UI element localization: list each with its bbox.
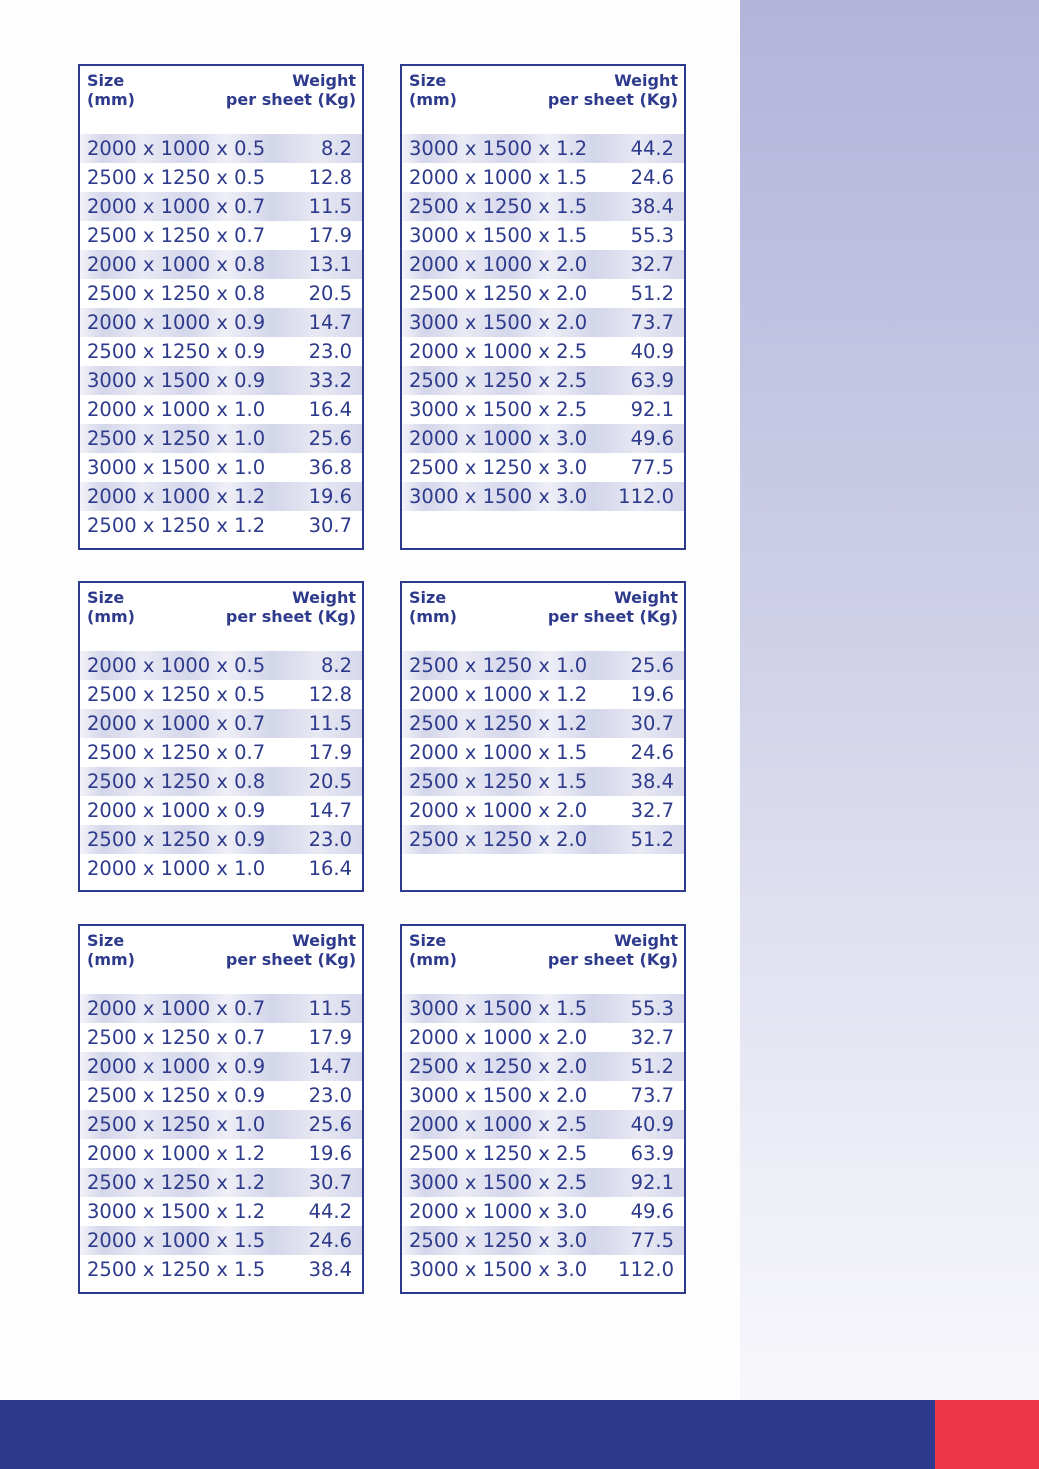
size-label: Size (409, 931, 447, 950)
sheet-size: 2000 x 1000 x 0.7 (87, 195, 266, 218)
table-row (80, 308, 362, 337)
table-row (402, 1023, 684, 1052)
table-row (80, 337, 362, 366)
weight-table-2 (400, 64, 686, 550)
table-row (80, 1197, 362, 1226)
table-row (402, 1255, 684, 1284)
weight-unit: per sheet (Kg) (225, 607, 356, 626)
sheet-size: 2000 x 1000 x 0.9 (87, 311, 266, 334)
sheet-weight: 32.7 (630, 799, 674, 822)
sheet-size: 2000 x 1000 x 2.0 (409, 253, 588, 276)
sheet-size: 2000 x 1000 x 0.9 (87, 799, 266, 822)
size-label: Size (409, 588, 447, 607)
sheet-size: 2000 x 1000 x 1.0 (87, 857, 266, 880)
sheet-weight: 8.2 (320, 654, 352, 677)
sheet-size: 2500 x 1250 x 2.0 (409, 1055, 588, 1078)
sheet-size: 2000 x 1000 x 1.5 (409, 166, 588, 189)
sheet-size: 2500 x 1250 x 0.9 (87, 340, 266, 363)
sheet-weight: 17.9 (308, 224, 352, 247)
table-row (80, 1255, 362, 1284)
table-row (80, 163, 362, 192)
table-row (80, 1226, 362, 1255)
weight-table-3 (78, 581, 364, 892)
size-label: Size (87, 71, 125, 90)
table-header (80, 583, 362, 651)
sheet-size: 2000 x 1000 x 0.7 (87, 997, 266, 1020)
weight-table-5 (78, 924, 364, 1294)
sheet-weight: 40.9 (630, 1113, 674, 1136)
sheet-weight: 44.2 (308, 1200, 352, 1223)
sheet-size: 2500 x 1250 x 1.0 (409, 654, 588, 677)
table-row (80, 651, 362, 680)
table-row (402, 767, 684, 796)
sheet-size: 2000 x 1000 x 1.0 (87, 398, 266, 421)
weight-label: Weight (292, 71, 356, 90)
weight-unit: per sheet (Kg) (225, 90, 356, 109)
sheet-weight: 55.3 (630, 224, 674, 247)
sheet-size: 2500 x 1250 x 0.5 (87, 683, 266, 706)
sheet-weight: 25.6 (308, 1113, 352, 1136)
weight-unit: per sheet (Kg) (547, 950, 678, 969)
sheet-size: 2500 x 1250 x 2.5 (409, 369, 588, 392)
table-row (402, 366, 684, 395)
sheet-weight: 38.4 (630, 195, 674, 218)
sheet-size: 2500 x 1250 x 2.5 (409, 1142, 588, 1165)
table-row (80, 453, 362, 482)
size-label: Size (409, 71, 447, 90)
sheet-weight: 63.9 (630, 1142, 674, 1165)
sheet-weight: 49.6 (630, 1200, 674, 1223)
weight-table-4 (400, 581, 686, 892)
sheet-size: 2500 x 1250 x 0.9 (87, 1084, 266, 1107)
sheet-weight: 32.7 (630, 1026, 674, 1049)
sheet-size: 2500 x 1250 x 0.7 (87, 1026, 266, 1049)
sheet-weight: 14.7 (308, 799, 352, 822)
weight-unit: per sheet (Kg) (547, 607, 678, 626)
sheet-weight: 77.5 (630, 456, 674, 479)
sheet-weight: 32.7 (630, 253, 674, 276)
table-header (80, 66, 362, 134)
table-row (402, 453, 684, 482)
size-column-header (409, 588, 457, 626)
weight-table-1 (78, 64, 364, 550)
sheet-weight: 38.4 (308, 1258, 352, 1281)
sheet-size: 2000 x 1000 x 0.5 (87, 137, 266, 160)
table-row (402, 424, 684, 453)
sheet-size: 2500 x 1250 x 1.5 (409, 195, 588, 218)
sheet-size: 3000 x 1500 x 1.5 (409, 997, 588, 1020)
sheet-size: 2500 x 1250 x 1.2 (87, 514, 266, 537)
table-row (402, 192, 684, 221)
table-row (402, 1052, 684, 1081)
size-column-header (87, 931, 135, 969)
table-row (402, 395, 684, 424)
table-row (402, 1197, 684, 1226)
table-row (80, 511, 362, 540)
sheet-size: 3000 x 1500 x 2.5 (409, 1171, 588, 1194)
sheet-size: 2500 x 1250 x 1.5 (409, 770, 588, 793)
size-unit: (mm) (87, 950, 135, 969)
sheet-weight: 13.1 (308, 253, 352, 276)
table-row (402, 680, 684, 709)
sheet-size: 2000 x 1000 x 0.5 (87, 654, 266, 677)
size-column-header (87, 71, 135, 109)
sheet-size: 2500 x 1250 x 1.0 (87, 427, 266, 450)
sheet-weight: 40.9 (630, 340, 674, 363)
side-gradient-panel (740, 0, 1039, 1400)
sheet-size: 3000 x 1500 x 1.0 (87, 456, 266, 479)
sheet-size: 2000 x 1000 x 1.5 (87, 1229, 266, 1252)
sheet-size: 2000 x 1000 x 0.7 (87, 712, 266, 735)
sheet-weight: 51.2 (630, 828, 674, 851)
sheet-weight: 30.7 (308, 1171, 352, 1194)
sheet-weight: 14.7 (308, 1055, 352, 1078)
sheet-weight: 25.6 (308, 427, 352, 450)
sheet-weight: 14.7 (308, 311, 352, 334)
table-row (402, 1081, 684, 1110)
sheet-size: 2000 x 1000 x 2.0 (409, 1026, 588, 1049)
size-unit: (mm) (87, 607, 135, 626)
sheet-size: 2000 x 1000 x 0.9 (87, 1055, 266, 1078)
size-unit: (mm) (87, 90, 135, 109)
sheet-weight: 24.6 (630, 741, 674, 764)
sheet-size: 3000 x 1500 x 1.5 (409, 224, 588, 247)
table-row (402, 134, 684, 163)
sheet-size: 2000 x 1000 x 0.8 (87, 253, 266, 276)
table-row (80, 366, 362, 395)
sheet-weight: 30.7 (630, 712, 674, 735)
sheet-size: 2500 x 1250 x 0.5 (87, 166, 266, 189)
table-row (402, 1110, 684, 1139)
sheet-size: 3000 x 1500 x 0.9 (87, 369, 266, 392)
sheet-size: 2500 x 1250 x 2.0 (409, 828, 588, 851)
table-header (402, 926, 684, 994)
table-row (80, 221, 362, 250)
sheet-size: 2500 x 1250 x 0.8 (87, 282, 266, 305)
sheet-size: 2500 x 1250 x 1.2 (87, 1171, 266, 1194)
sheet-weight: 11.5 (308, 195, 352, 218)
weight-column-header (548, 588, 678, 626)
size-column-header (409, 71, 457, 109)
table-header (402, 66, 684, 134)
table-row (402, 825, 684, 854)
sheet-weight: 55.3 (630, 997, 674, 1020)
sheet-weight: 11.5 (308, 712, 352, 735)
sheet-weight: 19.6 (630, 683, 674, 706)
sheet-size: 2500 x 1250 x 3.0 (409, 456, 588, 479)
sheet-weight: 17.9 (308, 741, 352, 764)
sheet-weight: 92.1 (630, 398, 674, 421)
size-unit: (mm) (409, 950, 457, 969)
table-row (402, 1168, 684, 1197)
sheet-size: 3000 x 1500 x 1.2 (87, 1200, 266, 1223)
sheet-size: 3000 x 1500 x 2.5 (409, 398, 588, 421)
weight-unit: per sheet (Kg) (225, 950, 356, 969)
sheet-size: 2000 x 1000 x 3.0 (409, 427, 588, 450)
sheet-size: 2500 x 1250 x 1.2 (409, 712, 588, 735)
table-row (402, 337, 684, 366)
sheet-weight: 73.7 (630, 1084, 674, 1107)
table-header (402, 583, 684, 651)
table-row (402, 482, 684, 511)
table-row (80, 134, 362, 163)
table-row (80, 192, 362, 221)
weight-column-header (226, 931, 356, 969)
sheet-weight: 36.8 (308, 456, 352, 479)
table-row (80, 395, 362, 424)
sheet-size: 2500 x 1250 x 0.8 (87, 770, 266, 793)
sheet-weight: 25.6 (630, 654, 674, 677)
table-row (402, 221, 684, 250)
size-column-header (409, 931, 457, 969)
table-row (80, 279, 362, 308)
sheet-size: 3000 x 1500 x 3.0 (409, 485, 588, 508)
sheet-weight: 24.6 (308, 1229, 352, 1252)
table-row (80, 709, 362, 738)
sheet-weight: 112.0 (618, 1258, 674, 1281)
sheet-weight: 77.5 (630, 1229, 674, 1252)
weight-label: Weight (292, 588, 356, 607)
table-row (80, 482, 362, 511)
sheet-size: 2500 x 1250 x 0.9 (87, 828, 266, 851)
sheet-weight: 23.0 (308, 1084, 352, 1107)
sheet-weight: 33.2 (308, 369, 352, 392)
sheet-weight: 51.2 (630, 282, 674, 305)
sheet-size: 2000 x 1000 x 2.0 (409, 799, 588, 822)
sheet-size: 2500 x 1250 x 3.0 (409, 1229, 588, 1252)
table-row (402, 796, 684, 825)
table-row (80, 854, 362, 883)
sheet-size: 2000 x 1000 x 1.2 (87, 1142, 266, 1165)
sheet-size: 2000 x 1000 x 1.2 (87, 485, 266, 508)
sheet-size: 2500 x 1250 x 1.0 (87, 1113, 266, 1136)
table-row (80, 424, 362, 453)
sheet-size: 2500 x 1250 x 0.7 (87, 741, 266, 764)
sheet-size: 2000 x 1000 x 3.0 (409, 1200, 588, 1223)
sheet-weight: 12.8 (308, 166, 352, 189)
sheet-weight: 44.2 (630, 137, 674, 160)
size-unit: (mm) (409, 607, 457, 626)
sheet-weight: 11.5 (308, 997, 352, 1020)
table-row (80, 994, 362, 1023)
weight-table-6 (400, 924, 686, 1294)
table-row (80, 825, 362, 854)
sheet-weight: 24.6 (630, 166, 674, 189)
sheet-weight: 20.5 (308, 770, 352, 793)
sheet-size: 2500 x 1250 x 2.0 (409, 282, 588, 305)
table-row (80, 1110, 362, 1139)
sheet-weight: 30.7 (308, 514, 352, 537)
table-row (80, 1052, 362, 1081)
sheet-weight: 49.6 (630, 427, 674, 450)
table-row (402, 709, 684, 738)
size-label: Size (87, 931, 125, 950)
table-row (402, 1226, 684, 1255)
weight-unit: per sheet (Kg) (547, 90, 678, 109)
sheet-weight: 20.5 (308, 282, 352, 305)
table-row (402, 279, 684, 308)
size-column-header (87, 588, 135, 626)
table-row (80, 738, 362, 767)
sheet-size: 2500 x 1250 x 0.7 (87, 224, 266, 247)
table-row (80, 1023, 362, 1052)
sheet-size: 3000 x 1500 x 2.0 (409, 311, 588, 334)
weight-label: Weight (614, 931, 678, 950)
sheet-weight: 38.4 (630, 770, 674, 793)
footer-bar (0, 1400, 935, 1469)
table-row (80, 250, 362, 279)
table-row (80, 1139, 362, 1168)
sheet-weight: 17.9 (308, 1026, 352, 1049)
sheet-size: 3000 x 1500 x 1.2 (409, 137, 588, 160)
sheet-weight: 63.9 (630, 369, 674, 392)
sheet-size: 3000 x 1500 x 3.0 (409, 1258, 588, 1281)
table-row (80, 1081, 362, 1110)
weight-label: Weight (614, 71, 678, 90)
sheet-weight: 23.0 (308, 828, 352, 851)
sheet-weight: 16.4 (308, 398, 352, 421)
size-unit: (mm) (409, 90, 457, 109)
weight-column-header (548, 71, 678, 109)
sheet-size: 2000 x 1000 x 1.2 (409, 683, 588, 706)
sheet-weight: 16.4 (308, 857, 352, 880)
table-row (80, 796, 362, 825)
table-row (80, 767, 362, 796)
table-row (402, 1139, 684, 1168)
sheet-size: 2000 x 1000 x 1.5 (409, 741, 588, 764)
sheet-weight: 23.0 (308, 340, 352, 363)
sheet-size: 3000 x 1500 x 2.0 (409, 1084, 588, 1107)
table-row (80, 680, 362, 709)
weight-column-header (548, 931, 678, 969)
sheet-weight: 92.1 (630, 1171, 674, 1194)
footer-accent-block (935, 1400, 1039, 1469)
sheet-weight: 51.2 (630, 1055, 674, 1078)
weight-label: Weight (292, 931, 356, 950)
sheet-size: 2500 x 1250 x 1.5 (87, 1258, 266, 1281)
weight-column-header (226, 588, 356, 626)
weight-label: Weight (614, 588, 678, 607)
table-header (80, 926, 362, 994)
sheet-size: 2000 x 1000 x 2.5 (409, 340, 588, 363)
table-row (402, 651, 684, 680)
table-row (402, 994, 684, 1023)
sheet-weight: 12.8 (308, 683, 352, 706)
table-row (402, 250, 684, 279)
sheet-weight: 112.0 (618, 485, 674, 508)
sheet-size: 2000 x 1000 x 2.5 (409, 1113, 588, 1136)
sheet-weight: 8.2 (320, 137, 352, 160)
table-row (402, 308, 684, 337)
table-row (402, 163, 684, 192)
table-row (80, 1168, 362, 1197)
table-row (402, 738, 684, 767)
weight-column-header (226, 71, 356, 109)
size-label: Size (87, 588, 125, 607)
sheet-weight: 73.7 (630, 311, 674, 334)
sheet-weight: 19.6 (308, 1142, 352, 1165)
sheet-weight: 19.6 (308, 485, 352, 508)
